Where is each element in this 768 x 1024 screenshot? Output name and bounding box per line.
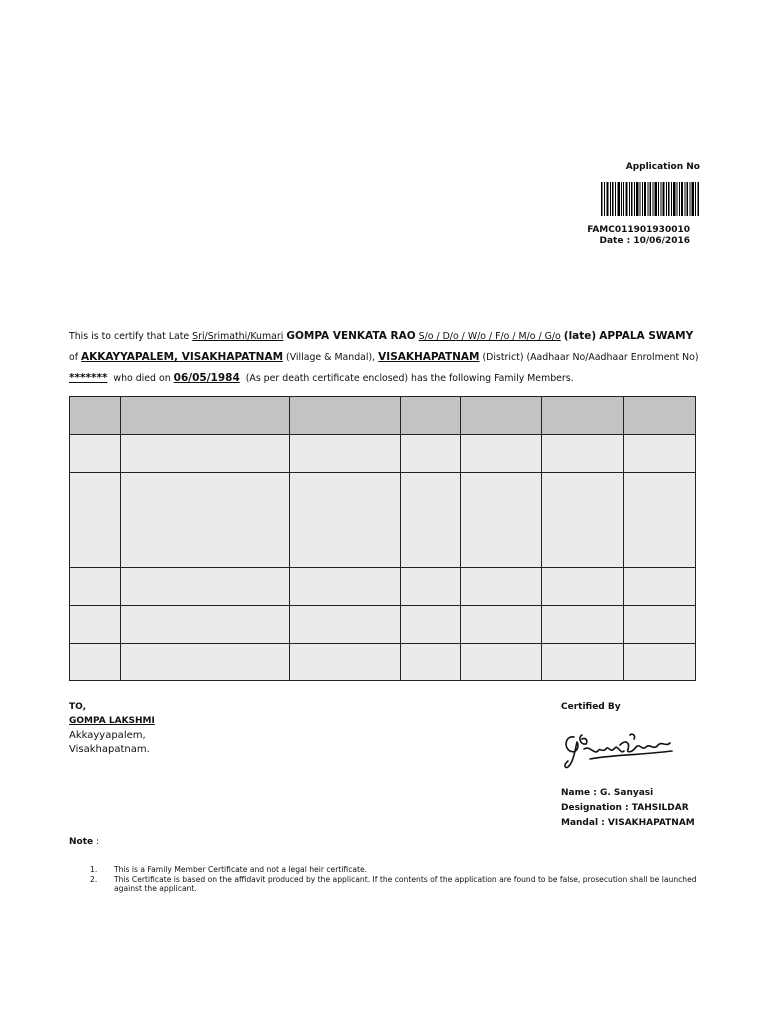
table-header-row bbox=[70, 397, 696, 435]
title-options: Sri/Srimathi/Kumari bbox=[192, 331, 284, 342]
of-text: of bbox=[69, 352, 79, 363]
application-number: FAMC011901930010 bbox=[587, 225, 690, 235]
village-suffix: (Village & Mandal), bbox=[286, 352, 376, 363]
family-members-table bbox=[69, 396, 696, 681]
recipient-name: GOMPA LAKSHMI bbox=[69, 716, 155, 726]
recipient-address-line2: Visakhapatnam. bbox=[69, 744, 150, 755]
late-prefix: (late) bbox=[563, 330, 597, 342]
officer-name: Name : G. Sanyasi bbox=[561, 788, 654, 798]
application-date: Date : 10/06/2016 bbox=[599, 236, 690, 246]
officer-designation: Designation : TAHSILDAR bbox=[561, 803, 689, 813]
closing-text: (As per death certificate enclosed) has the following Family Members. bbox=[245, 373, 574, 384]
note-label-text: Note bbox=[69, 837, 94, 847]
village-name: AKKAYYAPALEM, VISAKHAPATNAM bbox=[81, 351, 284, 363]
note-text: This is a Family Member Certificate and not a legal heir certificate. bbox=[114, 865, 368, 874]
certificate-statement bbox=[69, 326, 701, 389]
table-row bbox=[70, 511, 696, 568]
table-row bbox=[70, 644, 696, 681]
deceased-name: GOMPA VENKATA RAO bbox=[286, 330, 416, 342]
recipient-address-line1: Akkayyapalem, bbox=[69, 730, 146, 741]
table-row bbox=[70, 473, 696, 511]
signature-image bbox=[560, 725, 680, 773]
note-label bbox=[69, 837, 99, 847]
intro-text: This is to certify that Late bbox=[69, 331, 193, 342]
note-text: This Certificate is based on the affidavit produced by the applicant. If the contents of the application are found to be false, prosecution shall be launched against the applicant. bbox=[114, 874, 697, 894]
table-row bbox=[70, 606, 696, 644]
note-number: 2. bbox=[90, 874, 98, 884]
barcode-image bbox=[601, 182, 699, 216]
officer-mandal: Mandal : VISAKHAPATNAM bbox=[561, 818, 695, 828]
to-label: TO, bbox=[69, 702, 87, 712]
list-item bbox=[90, 865, 700, 875]
table-row bbox=[70, 435, 696, 473]
death-date: 06/05/1984 bbox=[173, 372, 240, 384]
list-item bbox=[90, 875, 700, 894]
aadhaar-number: ******* bbox=[69, 372, 108, 384]
table-row bbox=[70, 568, 696, 606]
certified-by-label: Certified By bbox=[561, 702, 621, 712]
note-number: 1. bbox=[90, 865, 98, 874]
district-name: VISAKHAPATNAM bbox=[378, 351, 480, 363]
note-colon: : bbox=[93, 837, 100, 847]
application-label: Application No bbox=[625, 162, 700, 172]
notes-list bbox=[90, 865, 700, 894]
died-on-text: who died on bbox=[113, 373, 171, 384]
district-suffix: (District) (Aadhaar No/Aadhaar Enrolment No) bbox=[482, 352, 699, 363]
parent-name: APPALA SWAMY bbox=[599, 330, 694, 342]
relation-options: S/o / D/o / W/o / F/o / M/o / G/o bbox=[418, 331, 561, 342]
